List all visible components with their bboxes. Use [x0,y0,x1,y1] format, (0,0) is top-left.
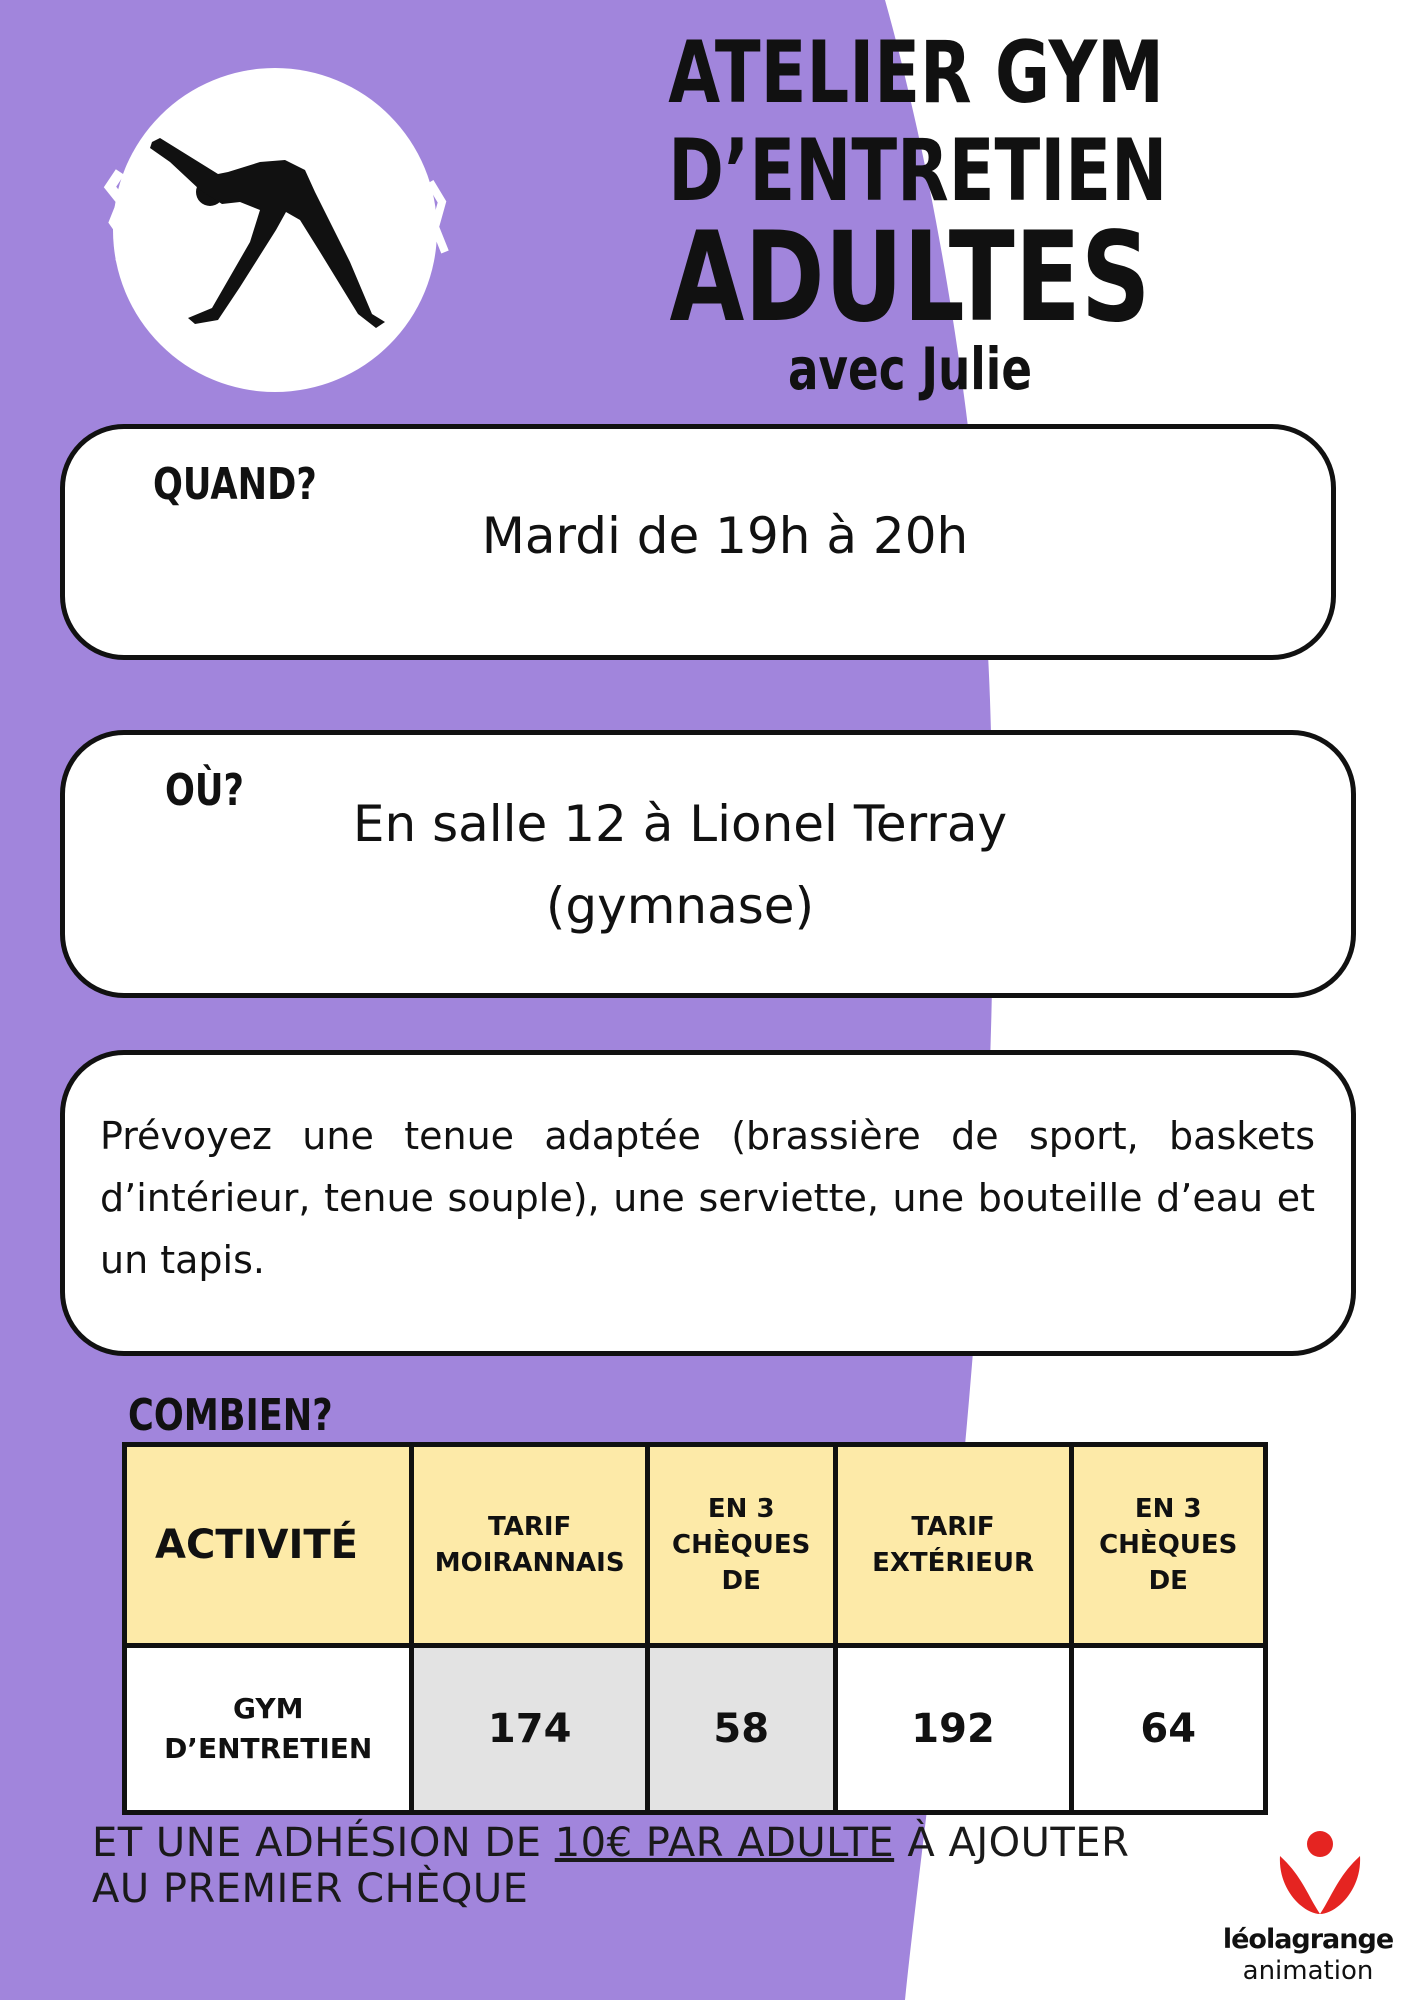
equipment-note-text: Prévoyez une tenue adaptée (brassière de sport, baskets d’intérieur, tenue souple), une serviette, une bouteille d’eau et un tapis. [100,1114,1315,1282]
header-tarif-exterieur: TARIF EXTÉRIEUR [835,1445,1071,1646]
table-row [125,1646,1266,1813]
leo-lagrange-tagline: animation [1242,1956,1374,1986]
where-box [60,730,1356,998]
price-label: COMBIEN? [128,1390,333,1441]
header-cheques-moirannais: EN 3 CHÈQUES DE [647,1445,835,1646]
cell-cheques-moirannais: 58 [647,1646,835,1813]
membership-note-amount: 10€ PAR ADULTE [554,1820,895,1866]
cell-cheques-exterieur: 64 [1071,1646,1265,1813]
price-table [122,1442,1268,1815]
title-line-entretien: D’ENTRETIEN [668,121,1168,221]
cell-tarif-exterieur: 192 [835,1646,1071,1813]
when-box [60,424,1336,660]
title-block [600,23,1220,403]
leo-lagrange-wordmark: léolagrange [1222,1924,1394,1955]
header-activite: ACTIVITÉ [125,1445,412,1646]
membership-note-part3: À AJOUTER AU PREMIER CHÈQUE [92,1820,1130,1912]
when-label: QUAND? [153,459,317,510]
title-line-atelier: ATELIER GYM [668,23,1164,123]
membership-note-part1: ET UNE ADHÉSION DE [92,1820,555,1866]
where-text-line1: En salle 12 à Lionel Terray [352,795,1008,853]
title-line-avec-julie: avec Julie [787,335,1032,403]
header-cheques-exterieur: EN 3 CHÈQUES DE [1071,1445,1265,1646]
cell-tarif-moirannais: 174 [412,1646,647,1813]
header-tarif-moirannais: TARIF MOIRANNAIS [412,1445,647,1646]
price-table-header-row [125,1445,1266,1646]
leo-lagrange-logo [1208,1830,1408,1990]
leo-lagrange-figure-icon [1208,1830,1408,1920]
stretching-person-icon [100,52,450,402]
membership-note [92,1820,1152,1912]
where-label: OÙ? [165,765,244,816]
where-text-line2: (gymnase) [545,877,815,935]
when-text: Mardi de 19h à 20h [481,507,969,565]
title-line-adultes: ADULTES [669,206,1151,350]
cell-activity: GYM D’ENTRETIEN [125,1646,412,1813]
